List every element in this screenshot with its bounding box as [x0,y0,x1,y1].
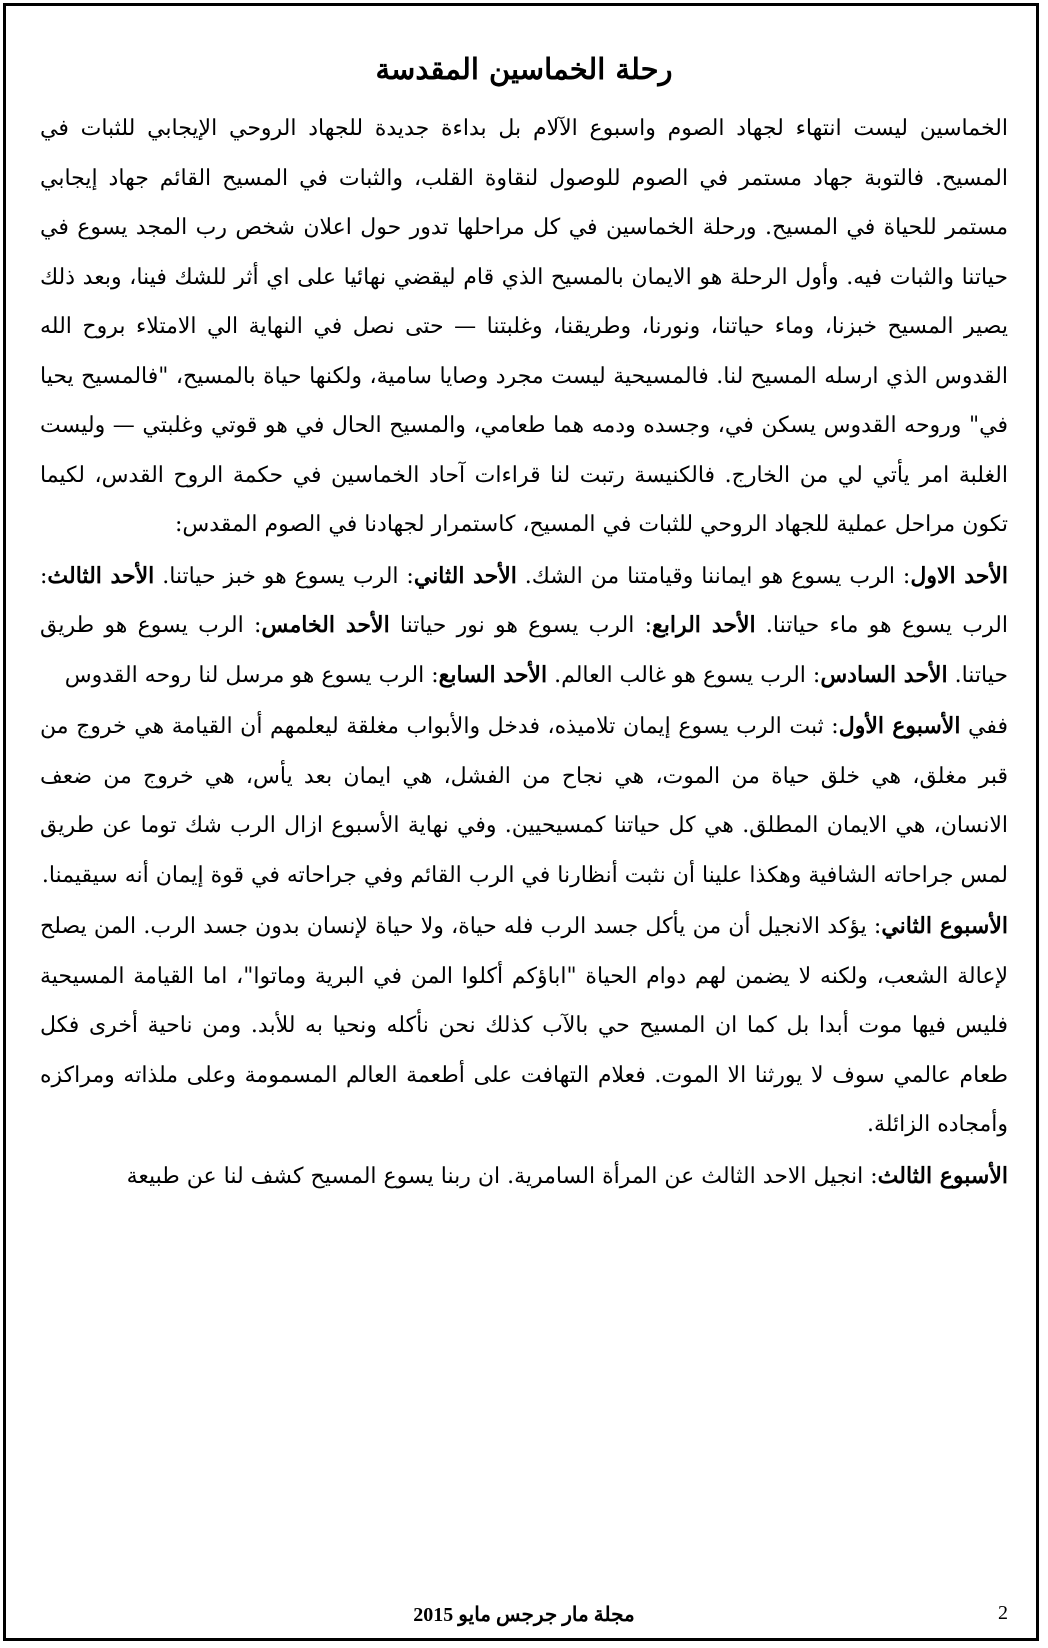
sunday-6-label: الأحد السادس [820,661,948,688]
week-1-label: الأسبوع الأول [838,713,961,739]
sunday-2-label: الأحد الثاني [413,562,517,589]
week-2-text: : يؤكد الانجيل أن من يأكل جسد الرب فله حياة، ولا حياة لإنسان بدون جسد الرب. المن يصلح لإعالة الشعب، ولكنه لا يضمن لهم دوام الحياة "اباؤكم أكلوا المن في البرية وماتوا"، اما القيامة المسيحية فليس فيها موت أبدا بل كما ان المسيح حي بالآب كذلك نحن نأكله ونحيا به للأبد. ومن ناحية أخرى فكل طعام عالمي سوف لا يورثنا الا الموت. فعلام التهافت على أطعمة العالم المسمومة وعلى ملذاته ومراكزه وأمجاده الزائلة. [40,914,1008,1137]
sunday-3-text: : الرب يسوع هو ماء حياتنا. [40,563,1008,638]
publication-name: مجلة مار جرجس مايو 2015 [413,1604,635,1626]
week-3-paragraph [40,1152,1008,1202]
sunday-1-text: : الرب يسوع هو ايماننا وقيامتنا من الشك. [516,563,911,589]
sunday-4-text: : الرب يسوع هو نور حياتنا [389,613,652,638]
page-number: 2 [998,1602,1008,1624]
week-1-prefix: ففي [960,714,1009,739]
week-3-label: الأسبوع الثالث [877,1162,1008,1189]
sunday-1-label: الأحد الاول [910,562,1008,589]
article [40,40,1008,1588]
sunday-5-text: : الرب يسوع هو طريق حياتنا. [40,613,1008,688]
week-2-label: الأسبوع الثاني [881,913,1009,939]
week-1-paragraph [40,702,1008,900]
sundays-paragraph [40,552,1008,701]
page-title: رحلة الخماسين المقدسة [375,52,673,86]
week-1-text: : ثبت الرب يسوع إيمان تلاميذه، فدخل والأبواب مغلقة ليعلمهم أن القيامة هي خروج من قبر مغلق، هي خلق حياة من الموت، هي نجاح من الفشل، هي ايمان بعد يأس، هي خروج من ضعف الانسان، هي الايمان المطلق. هي كل حياتنا كمسيحيين. وفي نهاية الأسبوع ازال الرب شك توما عن طريق لمس جراحاته الشافية وهكذا علينا أن نثبت أنظارنا في الرب القائم وفي جراحاته في قوة إيمان أنه سيقيمنا. [40,714,1008,888]
page-footer [40,1596,1008,1636]
sunday-7-text: : الرب يسوع هو مرسل لنا روحه القدوس [64,662,439,688]
sunday-6-text: : الرب يسوع هو غالب العالم. [547,662,821,688]
week-2-paragraph [40,902,1008,1150]
sunday-7-label: الأحد السابع [438,661,548,688]
intro-paragraph: الخماسين ليست انتهاء لجهاد الصوم واسبوع الآلام بل بداءة جديدة للجهاد الروحي الإيجابي للثبات في المسيح. فالتوبة جهاد مستمر في الصوم للوصول لنقاوة القلب، والثبات في المسيح القائم جهاد إيجابي مستمر للحياة في المسيح. ورحلة الخماسين في كل مراحلها تدور حول اعلان شخص رب المجد يسوع في حياتنا والثبات فيه. وأول الرحلة هو الايمان بالمسيح الذي قام ليقضي نهائيا على اي أثر للشك فينا، وبعد ذلك يصير المسيح خبزنا، وماء حياتنا، ونورنا، وطريقنا، وغلبتنا — حتى نصل في النهاية الي الامتلاء بروح الله القدوس الذي ارسله المسيح لنا. فالمسيحية ليست مجرد وصايا سامية، ولكنها حياة بالمسيح، "فالمسيح يحيا في" وروحه القدوس يسكن في، وجسده ودمه هما طعامي، والمسيح الحال في هو قوتي وغلبتي — وليست الغلبة امر يأتي لي من الخارج. فالكنيسة رتبت لنا قراءات آحاد الخماسين في حكمة الروح القدس، لكيما تكون مراحل عملية للجهاد الروحي للثبات في المسيح، كاستمرار لجهادنا في الصوم المقدس: [40,116,1008,537]
week-3-text: : انجيل الاحد الثالث عن المرأة السامرية. ان ربنا يسوع المسيح كشف لنا عن طبيعة [126,1163,878,1189]
sunday-3-label: الأحد الثالث [47,562,155,589]
sunday-2-text: : الرب يسوع هو خبز حياتنا. [154,563,414,589]
sunday-4-label: الأحد الرابع [652,612,756,638]
sunday-5-label: الأحد الخامس [261,612,390,638]
